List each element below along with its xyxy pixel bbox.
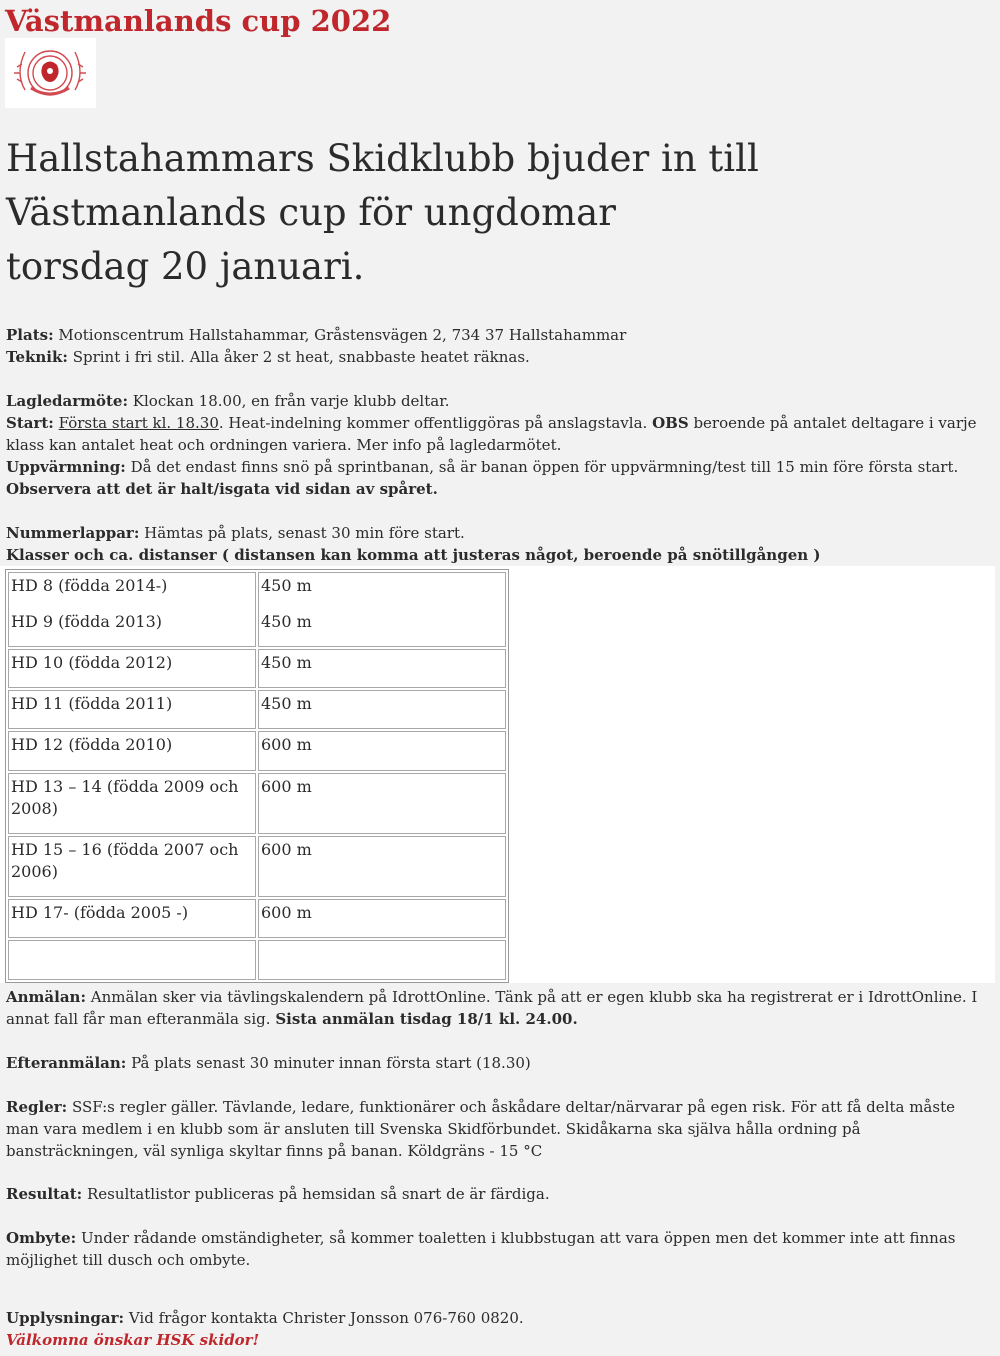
nummer-text: Hämtas på plats, senast 30 min före start. <box>144 524 465 542</box>
upplysningar-text: Vid frågor kontakta Christer Jonsson 076-760 0820. <box>128 1309 524 1327</box>
nummer-block <box>6 522 991 566</box>
page-title: Västmanlands cup 2022 <box>5 4 392 38</box>
upplysningar-label: Upplysningar: <box>6 1309 125 1327</box>
club-logo <box>5 38 96 108</box>
table-row <box>8 731 506 771</box>
distance: 600 m <box>258 899 506 938</box>
lagledar-text: Klockan 18.00, en från varje klubb deltar. <box>132 392 450 410</box>
resultat-text: Resultatlistor publiceras på hemsidan så snart de är färdiga. <box>86 1185 550 1203</box>
class-name: HD 13 – 14 (födda 2009 och 2008) <box>8 773 256 834</box>
table-row <box>8 899 506 938</box>
headline-line-3: torsdag 20 januari. <box>6 245 365 288</box>
start-block <box>6 390 991 500</box>
distance <box>258 940 506 980</box>
table-row <box>8 649 506 688</box>
distance-cell <box>258 572 506 647</box>
distance: 600 m <box>258 731 506 771</box>
distance: 600 m <box>258 773 506 834</box>
class-name <box>8 940 256 980</box>
start-text-2: beroende på antalet deltagare i varje klass kan antalet heat och ordningen variera. Mer info på lagledarmötet. <box>6 414 977 454</box>
table-row <box>8 773 506 834</box>
headline-line-2: Västmanlands cup för ungdomar <box>6 191 616 234</box>
start-text-1: . Heat-indelning kommer offentliggöras på anslagstavla. <box>218 414 648 432</box>
plats-label: Plats: <box>6 326 54 344</box>
klasser-heading: Klasser och ca. distanser ( distansen kan komma att justeras något, beroende på snötillgången ) <box>6 546 821 564</box>
resultat-label: Resultat: <box>6 1185 83 1203</box>
teknik-text: Sprint i fri stil. Alla åker 2 st heat, snabbaste heatet räknas. <box>72 348 530 366</box>
lagledar-label: Lagledarmöte: <box>6 392 128 410</box>
headline <box>6 132 906 294</box>
class-name: HD 17- (födda 2005 -) <box>8 899 256 938</box>
class-name: HD 9 (födda 2013) <box>11 612 162 631</box>
distance: 450 m <box>261 612 312 631</box>
regler-block <box>6 1096 991 1162</box>
class-cell <box>8 572 256 647</box>
ombyte-text: Under rådande omständigheter, så kommer toaletten i klubbstugan att vara öppen men det kommer inte att finnas möjlighet till dusch och ombyte. <box>6 1229 956 1269</box>
class-table-area <box>0 566 995 983</box>
plats-text: Motionscentrum Hallstahammar, Gråstensvägen 2, 734 37 Hallstahammar <box>58 326 627 344</box>
table-row <box>8 690 506 729</box>
headline-line-1: Hallstahammars Skidklubb bjuder in till <box>6 137 759 180</box>
plats-teknik-block <box>6 324 991 368</box>
start-obs: OBS <box>652 414 689 432</box>
start-label: Start: <box>6 414 54 432</box>
start-first: Första start kl. 18.30 <box>58 414 219 432</box>
anmalan-text: Anmälan sker via tävlingskalendern på IdrottOnline. Tänk på att er egen klubb ska ha registrerat er i IdrottOnline. I annat fall får man efteranmäla sig. <box>6 988 978 1028</box>
class-name: HD 15 – 16 (födda 2007 och 2006) <box>8 836 256 897</box>
uppvarmning-label: Uppvärmning: <box>6 458 126 476</box>
distance: 450 m <box>258 690 506 729</box>
upplysningar-block <box>6 1307 991 1351</box>
distance: 450 m <box>258 649 506 688</box>
uppvarmning-warning: Observera att det är halt/isgata vid sidan av spåret. <box>6 480 438 498</box>
class-name: HD 8 (födda 2014-) <box>11 576 168 595</box>
efteranmalan-text: På plats senast 30 minuter innan första start (18.30) <box>131 1054 531 1072</box>
table-row <box>8 572 506 647</box>
teknik-label: Teknik: <box>6 348 68 366</box>
uppvarmning-text: Då det endast finns snö på sprintbanan, så är banan öppen för uppvärmning/test till 15 min före första start. <box>130 458 959 476</box>
regler-label: Regler: <box>6 1098 68 1116</box>
table-row <box>8 940 506 980</box>
club-crest-icon <box>5 38 96 108</box>
closing-greeting: Välkomna önskar HSK skidor! <box>6 1331 260 1349</box>
ombyte-block <box>6 1227 991 1271</box>
class-name: HD 12 (födda 2010) <box>8 731 256 771</box>
distance: 450 m <box>261 576 312 595</box>
distance: 600 m <box>258 836 506 897</box>
efteranmalan-label: Efteranmälan: <box>6 1054 127 1072</box>
regler-text: SSF:s regler gäller. Tävlande, ledare, funktionärer och åskådare deltar/närvarar på egen risk. För att få delta måste man vara medlem i en klubb som är ansluten till Svenska Skidförbundet. Skidåkarna ska själva hålla ordning på bansträckningen, väl synliga skyltar finns på banan. Köldgräns - 15 °C <box>6 1098 955 1160</box>
ombyte-label: Ombyte: <box>6 1229 77 1247</box>
anmalan-label: Anmälan: <box>6 988 86 1006</box>
class-table <box>5 569 509 983</box>
class-name: HD 11 (födda 2011) <box>8 690 256 729</box>
nummer-label: Nummerlappar: <box>6 524 140 542</box>
anmalan-deadline: Sista anmälan tisdag 18/1 kl. 24.00. <box>275 1010 578 1028</box>
resultat-block <box>6 1183 991 1205</box>
anmalan-block <box>6 986 991 1030</box>
class-name: HD 10 (födda 2012) <box>8 649 256 688</box>
efteranmalan-block <box>6 1052 991 1074</box>
table-row <box>8 836 506 897</box>
